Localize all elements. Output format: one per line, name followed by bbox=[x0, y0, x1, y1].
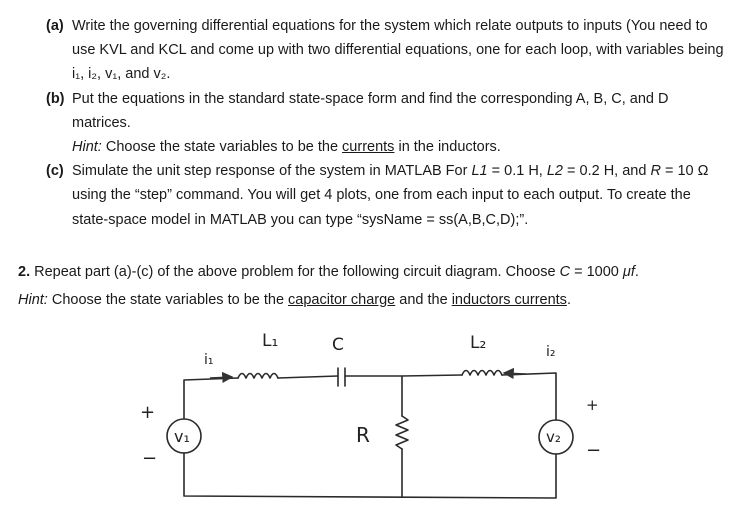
part-b-label: (b) bbox=[46, 90, 65, 107]
hint-prefix: Hint: bbox=[18, 292, 48, 308]
label-i2: i₂ bbox=[546, 344, 556, 360]
part-a-label: (a) bbox=[46, 18, 64, 34]
part-b-text: Put the equations in the standard state-space form and find the corresponding A, B, C, and D matrices. bbox=[72, 90, 669, 131]
var-L2: L2 bbox=[546, 163, 563, 180]
hint-text: Choose the state variables to be the bbox=[101, 139, 343, 156]
problem-2-statement bbox=[18, 258, 728, 286]
capacitance-unit: μf bbox=[622, 264, 635, 280]
wire-left-bottom bbox=[184, 453, 556, 498]
problem-2-number: 2. bbox=[18, 264, 31, 280]
circuit-svg bbox=[94, 318, 652, 504]
hint-capacitor-charge: capacitor charge bbox=[288, 292, 396, 308]
hint-underlined: currents bbox=[342, 139, 395, 156]
problem-2-text-2: = 1000 bbox=[570, 264, 623, 280]
part-c-text-2: = 0.1 H, bbox=[487, 163, 547, 180]
problem-1-parts bbox=[46, 14, 726, 232]
var-C: C bbox=[559, 264, 571, 280]
hint-text-3: . bbox=[566, 292, 571, 308]
part-c-text-4: = 10 Ω using the “step” command. You will get 4 plots, one from each input to each output. To create the state-space model in MATLAB you can type “sysName = ss(A,B,C,D);”. bbox=[72, 163, 709, 228]
part-b-hint bbox=[72, 135, 726, 159]
hint-prefix: Hint: bbox=[72, 139, 102, 156]
problem-2-hint bbox=[18, 286, 728, 314]
label-L1: L₁ bbox=[262, 331, 279, 351]
part-b bbox=[46, 87, 726, 135]
v2-minus: − bbox=[586, 440, 602, 461]
label-L2: L₂ bbox=[470, 333, 487, 353]
hint-text-2: and the bbox=[395, 292, 452, 308]
hint-text-1: Choose the state variables to be the bbox=[47, 292, 289, 308]
problem-2-text-1: Repeat part (a)-(c) of the above problem for the following circuit diagram. Choose bbox=[30, 264, 560, 280]
problem-2 bbox=[18, 258, 728, 314]
label-v2: v₂ bbox=[546, 428, 561, 446]
resistor-R bbox=[396, 416, 408, 449]
part-c-label: (c) bbox=[46, 163, 64, 180]
capacitor-C bbox=[338, 368, 345, 386]
wire-top-right bbox=[502, 373, 556, 420]
arrow-i1 bbox=[210, 377, 232, 378]
part-c-text bbox=[72, 159, 726, 232]
label-v1: v₁ bbox=[174, 427, 190, 446]
part-c bbox=[46, 159, 726, 232]
label-C: C bbox=[332, 335, 344, 355]
wire-cap-L2 bbox=[345, 375, 462, 376]
part-a-text: Write the governing differential equations for the system which relate outputs to inputs (You need to use KVL and KCL and come up with two differential equations, one for each loop, with variables being i₁, i₂, v₁, and v₂. bbox=[72, 18, 724, 83]
part-a bbox=[46, 14, 726, 87]
hint-inductor-currents: inductors currents bbox=[451, 292, 567, 308]
label-R: R bbox=[356, 423, 370, 447]
v1-plus: + bbox=[140, 402, 156, 423]
part-c-text-3: = 0.2 H, and bbox=[563, 163, 651, 180]
wire-top-left bbox=[184, 378, 238, 418]
part-c-text-1: Simulate the unit step response of the system in MATLAB For bbox=[72, 163, 472, 180]
problem-2-text-3: . bbox=[634, 264, 639, 280]
var-L1: L1 bbox=[471, 163, 488, 180]
hint-text-end: in the inductors. bbox=[394, 139, 501, 156]
v1-minus: − bbox=[142, 448, 158, 469]
v2-plus: + bbox=[586, 396, 599, 414]
circuit-diagram bbox=[94, 318, 652, 504]
label-i1: i₁ bbox=[204, 352, 214, 368]
inductor-L1 bbox=[238, 374, 278, 379]
wire-L1-cap bbox=[278, 376, 338, 378]
inductor-L2 bbox=[462, 371, 502, 376]
arrow-i2 bbox=[504, 373, 526, 374]
var-R: R bbox=[650, 163, 661, 180]
